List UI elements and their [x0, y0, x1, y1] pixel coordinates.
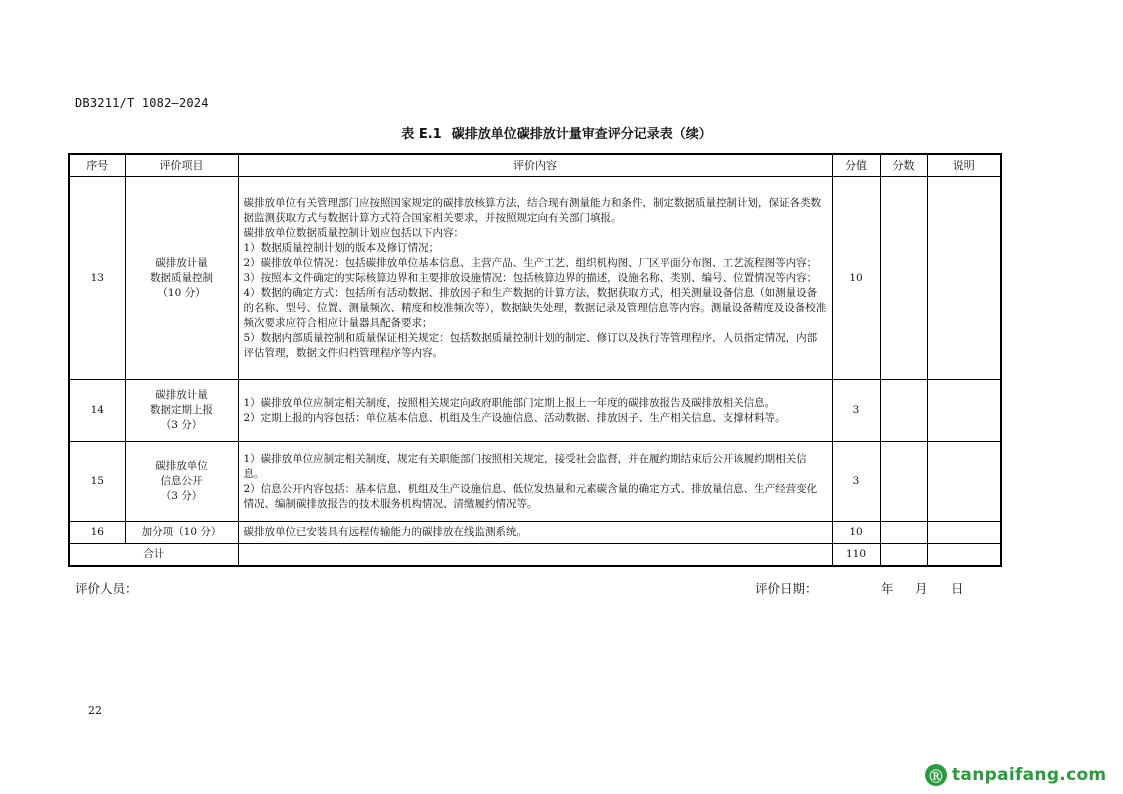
row-value: 3: [832, 380, 880, 442]
content-paragraph: 1）数据质量控制计划的版本及修订情况；: [243, 241, 440, 254]
row-note[interactable]: [927, 522, 1001, 544]
content-paragraph: 1）碳排放单位应制定相关制度，规定有关职能部门按照相关规定，接受社会监督，并在履约期结束后公开该履约期相关信息。: [243, 452, 807, 480]
date-year: 年: [881, 581, 894, 596]
content-paragraph: 4）数据的确定方式：包括所有活动数据、排放因子和生产数据的计算方法，数据获取方式，相关测量设备信息（如测量设备的名称、型号、位置、测量频次、精度和校准频次等），数据缺失处理，数据记录及管理信息等内容。测量设备精度及设备校准频次要求应符合相应计量器具配备要求；: [243, 286, 827, 329]
table-row: [69, 442, 1001, 522]
row-note[interactable]: [927, 380, 1001, 442]
row-score[interactable]: [880, 380, 927, 442]
content-paragraph: 2）定期上报的内容包括：单位基本信息、机组及生产设施信息、活动数据、排放因子、生产相关信息、支撑材料等。: [243, 411, 786, 424]
table-row: [69, 177, 1001, 380]
row-value: 10: [832, 177, 880, 380]
row-no: 14: [69, 380, 125, 442]
row-value: 3: [832, 442, 880, 522]
row-score[interactable]: [880, 177, 927, 380]
row-item-line: 信息公开: [160, 475, 203, 487]
row-score[interactable]: [880, 522, 927, 544]
row-score[interactable]: [880, 442, 927, 522]
row-item: 加分项（10 分）: [125, 522, 238, 544]
total-note[interactable]: [927, 544, 1001, 566]
row-item-line: 碳排放计量: [155, 389, 208, 401]
total-label: 合计: [69, 544, 238, 566]
content-paragraph: 碳排放单位有关管理部门应按照国家规定的碳排放核算方法，结合现有测量能力和条件，制定数据质量控制计划，保证各类数据监测获取方式与数据计算方式符合国家相关要求，并按照规定向有关部门填报。: [243, 196, 821, 224]
table-header-row: [69, 154, 1001, 177]
row-item-line: 碳排放计量: [155, 256, 208, 269]
row-note[interactable]: [927, 442, 1001, 522]
table-row: [69, 522, 1001, 544]
header-content: 评价内容: [238, 154, 832, 177]
content-paragraph: 2）碳排放单位情况：包括碳排放单位基本信息、主营产品、生产工艺、组织机构图、厂区平面分布图、工艺流程图等内容；: [243, 256, 818, 269]
document-code: DB3211/T 1082—2024: [75, 96, 209, 110]
row-value: 10: [832, 522, 880, 544]
date-day: 日: [951, 581, 964, 596]
table-title-text: 碳排放单位碳排放计量审查评分记录表（续）: [451, 127, 712, 142]
row-item-line: （3 分）: [160, 419, 203, 431]
row-item-line: 数据定期上报: [150, 404, 213, 416]
row-item: [125, 177, 238, 380]
row-content: 碳排放单位已安装具有远程传输能力的碳排放在线监测系统。: [238, 522, 832, 544]
row-item-line: 碳排放单位: [155, 460, 208, 472]
score-record-table: [68, 153, 1002, 567]
table-title: [0, 123, 1123, 142]
page-number: 22: [88, 704, 102, 717]
watermark-text: tanpaifang.com: [952, 765, 1107, 785]
row-no: 16: [69, 522, 125, 544]
row-item-line: 数据质量控制: [150, 271, 213, 284]
row-content: [238, 442, 832, 522]
content-paragraph: 碳排放单位数据质量控制计划应包括以下内容：: [243, 226, 464, 239]
total-content: [238, 544, 832, 566]
evaluation-date-label: 评价日期：: [755, 581, 818, 596]
date-month: 月: [915, 581, 928, 596]
content-paragraph: 2）信息公开内容包括：基本信息、机组及生产设施信息、低位发热量和元素碳含量的确定方式、排放量信息、生产经营变化情况、编制碳排放报告的技术服务机构情况、清缴履约情况等。: [243, 482, 818, 510]
evaluator-label: 评价人员：: [75, 581, 138, 596]
row-item: [125, 380, 238, 442]
table-label: 表 E.1: [401, 127, 442, 142]
row-no: 13: [69, 177, 125, 380]
header-value: 分值: [832, 154, 880, 177]
total-row: [69, 544, 1001, 566]
row-note[interactable]: [927, 177, 1001, 380]
row-content: [238, 380, 832, 442]
header-note: 说明: [927, 154, 1001, 177]
row-no: 15: [69, 442, 125, 522]
total-score[interactable]: [880, 544, 927, 566]
tanpaifang-logo-icon: Ⓡ: [925, 764, 947, 786]
header-item: 评价项目: [125, 154, 238, 177]
header-score: 分数: [880, 154, 927, 177]
watermark: [925, 763, 1106, 787]
total-value: 110: [832, 544, 880, 566]
row-item-line: （10 分）: [157, 286, 206, 299]
row-item: [125, 442, 238, 522]
row-item-line: （3 分）: [160, 490, 203, 502]
content-paragraph: 1）碳排放单位应制定相关制度，按照相关规定向政府职能部门定期上报上一年度的碳排放报告及碳排放相关信息。: [243, 396, 776, 409]
row-content: [238, 177, 832, 380]
signature-line: [75, 579, 975, 597]
content-paragraph: 5）数据内部质量控制和质量保证相关规定：包括数据质量控制计划的制定、修订以及执行等管理程序，人员指定情况，内部评估管理，数据文件归档管理程序等内容。: [243, 331, 818, 359]
header-no: 序号: [69, 154, 125, 177]
table-row: [69, 380, 1001, 442]
content-paragraph: 3）按照本文件确定的实际核算边界和主要排放设施情况：包括核算边界的描述，设施名称、类别、编号、位置情况等内容；: [243, 271, 818, 284]
